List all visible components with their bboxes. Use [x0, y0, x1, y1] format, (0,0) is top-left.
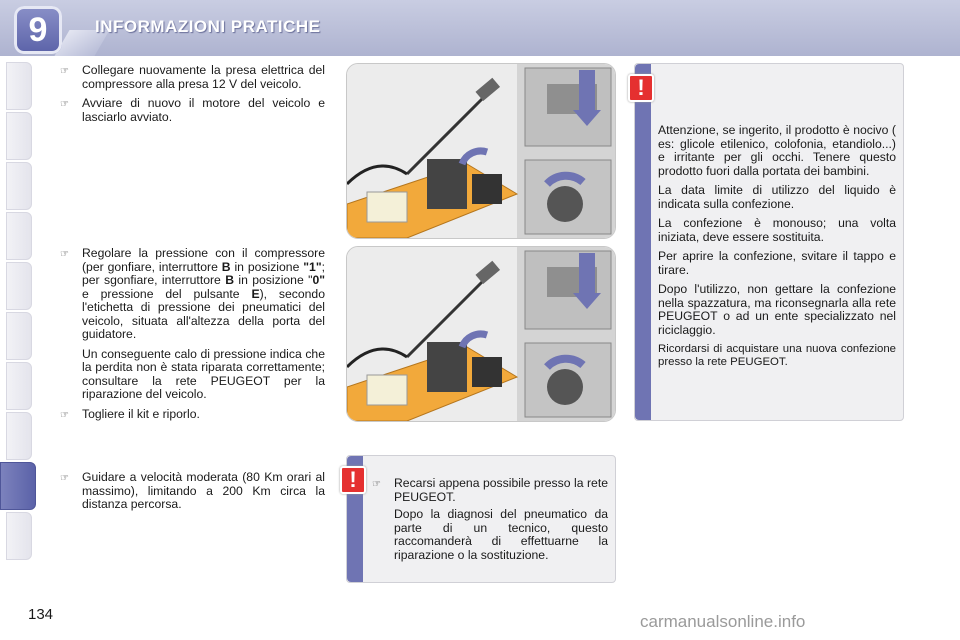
pointing-hand-icon: ☞	[60, 249, 69, 260]
list-item: ☞ Collegare nuovamente la presa elettrica del compressore alla presa 12 V del veicolo.	[60, 63, 325, 91]
instructions-group-2	[60, 247, 325, 428]
page-title: INFORMAZIONI PRATICHE	[95, 17, 321, 36]
exclamation-icon: !	[340, 466, 366, 494]
pointing-hand-icon: ☞	[60, 473, 69, 484]
list-item: ☞ Regolare la pressione con il compressore (per gonfiare, interruttore B in posizione "1"; per sgonfiare, interruttore B in posizione "0" e pressione del pulsante E), secondo l'etichetta di pressione dei pneumatici del veicolo, situata all'altezza della porta del guidatore.	[60, 246, 326, 341]
warning-paragraph: Per aprire la confezione, svitare il tappo e tirare.	[658, 249, 896, 277]
warning-paragraph: La data limite di utilizzo del liquido è indicata sulla confezione.	[658, 183, 896, 211]
chapter-tab[interactable]	[6, 362, 32, 410]
watermark: carmanualsonline.info	[640, 612, 806, 631]
chapter-tab[interactable]	[6, 512, 32, 560]
list-item: ☞ Avviare di nuovo il motore del veicolo e lasciarlo avviato.	[60, 96, 325, 124]
compressor-illustration-svg	[347, 64, 615, 238]
warning-paragraph: Ricordarsi di acquistare una nuova confezione presso la rete PEUGEOT.	[658, 343, 896, 368]
chapter-tab[interactable]	[6, 162, 32, 210]
list-item-continuation: Dopo la diagnosi del pneumatico da parte di un tecnico, questo raccomanderà di effettuarne la riparazione o la sostituzione.	[394, 507, 608, 562]
chapter-tabs	[0, 62, 30, 582]
pointing-hand-icon: ☞	[60, 409, 69, 421]
compressor-illustration-svg	[347, 247, 615, 421]
pointing-hand-icon: ☞	[60, 99, 69, 110]
warning-text-repair	[372, 477, 608, 568]
list-item: ☞ Guidare a velocità moderata (80 Km orari al massimo), limitando a 200 Km circa la distanza percorsa.	[60, 470, 325, 511]
instructions-group-3	[60, 471, 325, 518]
chapter-tab[interactable]	[6, 312, 32, 360]
list-item: ☞ Togliere il kit e riporlo.	[60, 406, 200, 421]
list-item-continuation: Un conseguente calo di pressione indica che la perdita non è stata riparata correttamente; consultare la rete PEUGEOT per la riparazione del veicolo.	[82, 346, 325, 401]
pointing-hand-icon: ☞	[372, 479, 381, 490]
pointing-hand-icon: ☞	[60, 66, 69, 77]
chapter-tab[interactable]	[6, 262, 32, 310]
page-header	[0, 0, 960, 56]
warning-paragraph: Dopo l'utilizzo, non gettare la confezione nella spazzatura, ma riconsegnarla alla rete PEUGEOT o ad un ente specializzato nel riciclaggio.	[658, 282, 896, 337]
compressor-illustration-1	[346, 63, 616, 239]
chapter-tab-active[interactable]	[0, 462, 36, 510]
instructions-group-1	[60, 64, 325, 130]
exclamation-icon: !	[628, 74, 654, 102]
warning-text-product	[658, 124, 896, 375]
chapter-tab[interactable]	[6, 412, 32, 460]
compressor-illustration-2	[346, 246, 616, 422]
page-number: 134	[28, 606, 54, 623]
chapter-tab[interactable]	[6, 212, 32, 260]
list-item: ☞ Recarsi appena possibile presso la rete PEUGEOT.	[372, 476, 608, 504]
warning-paragraph: Attenzione, se ingerito, il prodotto è nocivo ( es: glicole etilenico, colofonia, etandiolo...) e irritante per gli occhi. Tenere questo prodotto fuori dalla portata dei bambini.	[658, 123, 896, 178]
chapter-tab[interactable]	[6, 62, 32, 110]
warning-accent-bar	[635, 64, 651, 420]
warning-paragraph: La confezione è monouso; una volta iniziata, deve essere sostituita.	[658, 216, 896, 244]
chapter-badge: 9	[14, 6, 62, 54]
chapter-tab[interactable]	[6, 112, 32, 160]
